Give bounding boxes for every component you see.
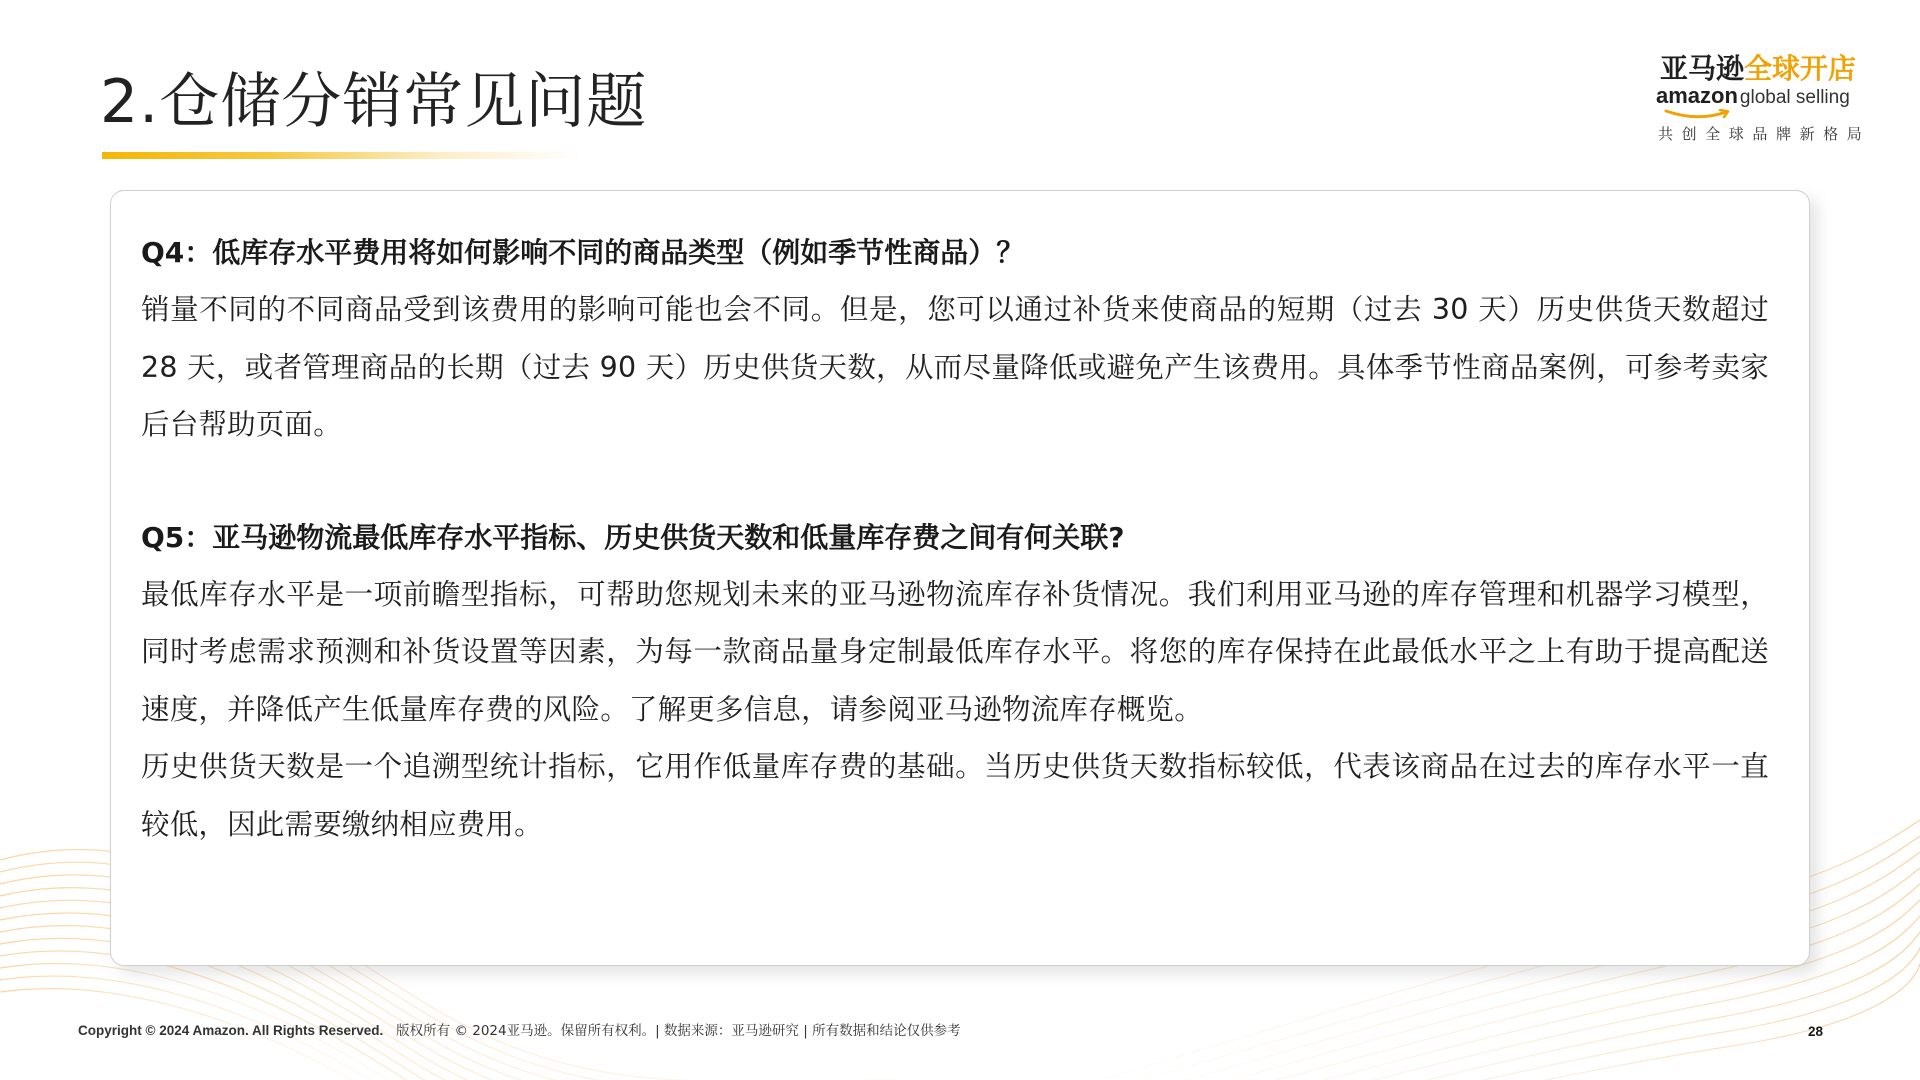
faq-answer: 销量不同的不同商品受到该费用的影响可能也会不同。但是，您可以通过补货来使商品的短期（过去 30 天）历史供货天数超过 28 天，或者管理商品的长期（过去 90 天）历史供货天数，从而尽量降低或避免产生该费用。具体季节性商品案例，可参考卖家后台帮助页面。 [141,293,1769,441]
amazon-smile-icon [1664,108,1734,120]
footer-copyright-cn: 版权所有 © 2024亚马逊。保留所有权利。| 数据来源：亚马逊研究 | 所有数据和结论仅供参考 [396,1023,961,1039]
faq-question: Q5：亚马逊物流最低库存水平指标、历史供货天数和低量库存费之间有何关联? [141,520,1125,554]
faq-answer: 最低库存水平是一项前瞻型指标，可帮助您规划未来的亚马逊物流库存补货情况。我们利用亚马逊的库存管理和机器学习模型，同时考虑需求预测和补货设置等因素，为每一款商品量身定制最低库存水平。将您的库存保持在此最低水平之上有助于提高配送速度，并降低产生低量库存费的风险。了解更多信息，请参阅亚马逊物流库存概览。 [141,577,1769,726]
faq-item-q5 [141,510,1769,854]
logo-cn-dark: 亚马逊 [1660,52,1745,85]
faq-content-card [110,190,1810,966]
page-number: 28 [1808,1024,1824,1039]
title-underline [102,152,582,159]
footer-copyright-en: Copyright © 2024 Amazon. All Rights Reserved. [78,1023,384,1038]
logo-chinese-wordmark [1660,52,1856,86]
page-title: 2.仓储分销常见问题 [100,67,648,137]
faq-item-q4 [141,225,1769,454]
logo-cn-orange: 全球开店 [1744,52,1857,85]
faq-question: Q4：低库存水平费用将如何影响不同的商品类型（例如季节性商品）？ [141,236,1025,269]
faq-answer: 历史供货天数是一个追溯型统计指标，它用作低量库存费的基础。当历史供货天数指标较低，代表该商品在过去的库存水平一直较低，因此需要缴纳相应费用。 [141,750,1769,841]
logo-slogan: 共创全球品牌新格局 [1658,125,1871,143]
amazon-global-selling-logo [1650,52,1870,147]
logo-global-selling-text: global selling [1739,87,1850,108]
footer-copyright [78,1021,961,1041]
logo-amazon-text: amazon [1656,83,1738,108]
